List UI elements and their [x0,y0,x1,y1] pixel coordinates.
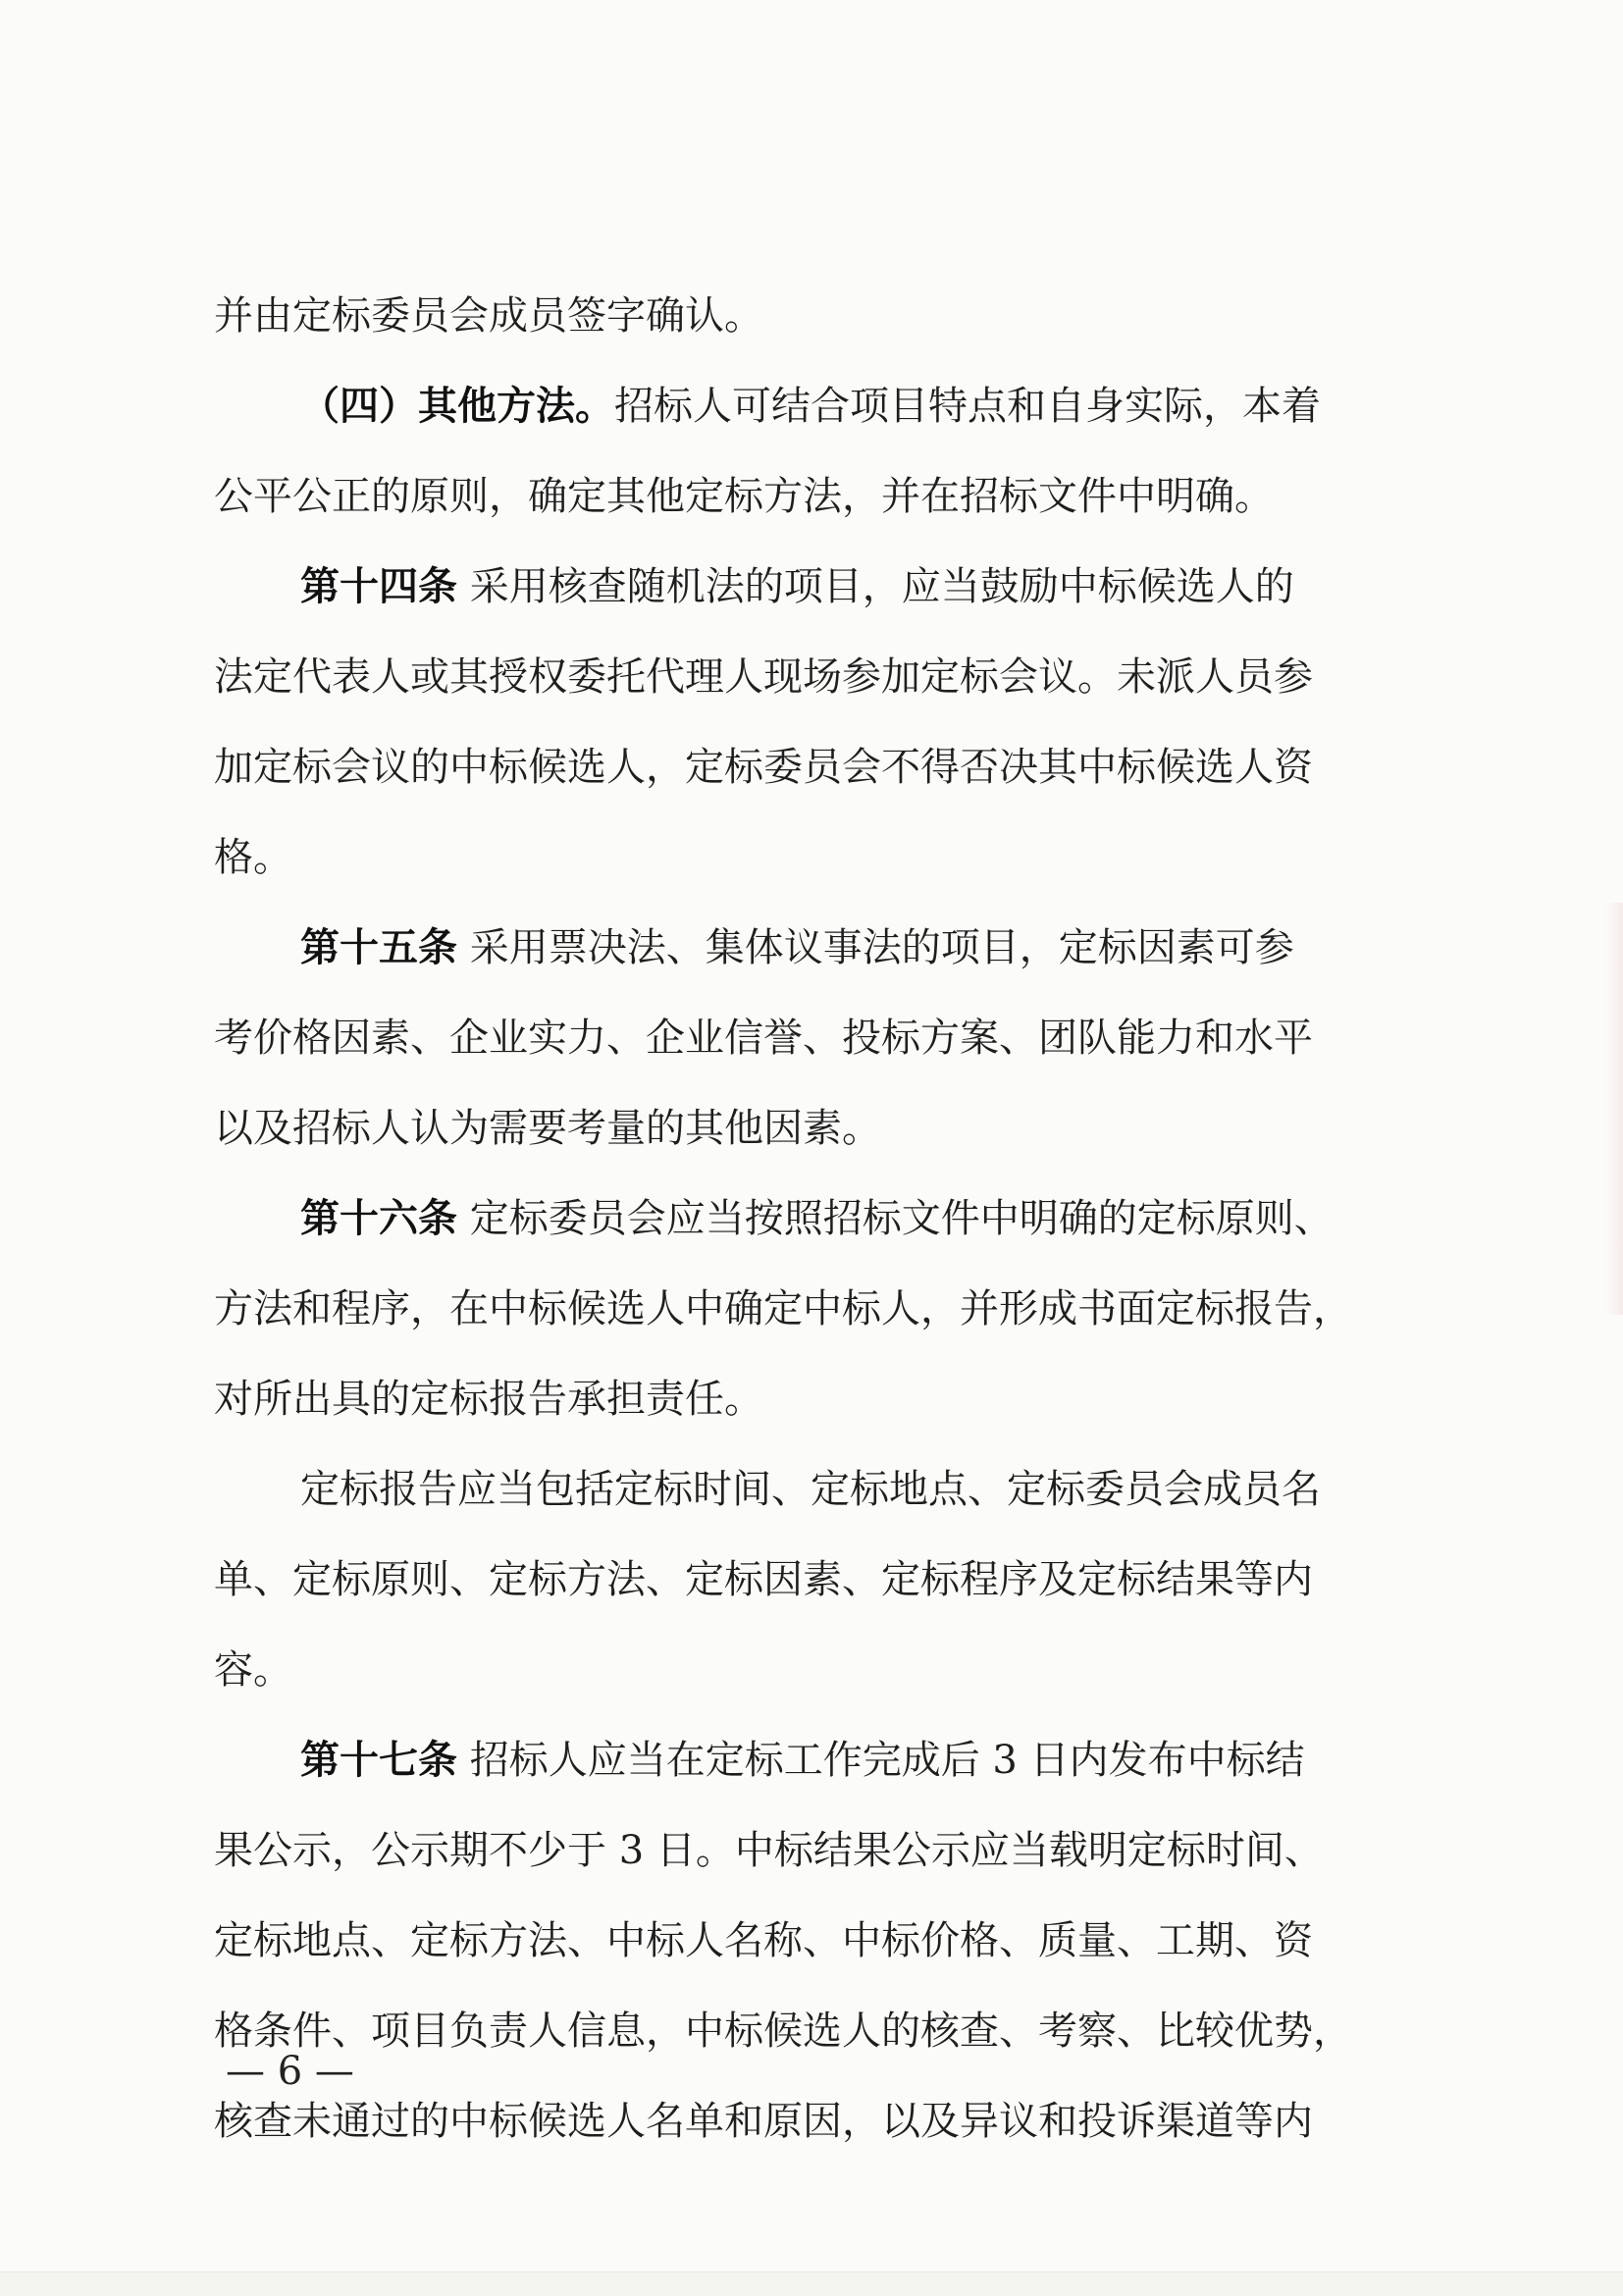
text-line [300,1195,1334,1241]
line-text: 法定代表人或其授权委托代理人现场参加定标会议。未派人员参 [214,654,1313,700]
line-text: 采用核查随机法的项目，应当鼓励中标候选人的 [457,564,1294,609]
line-text: 定标委员会应当按照招标文件中明确的定标原则、 [457,1196,1334,1241]
text-line [214,745,1313,790]
article-heading: 第十四条 [300,563,457,609]
line-text: 格。 [214,835,292,880]
text-line [300,924,1294,970]
line-text: 采用票决法、集体议事法的项目，定标因素可参 [457,925,1294,970]
text-line [300,1737,1305,1783]
text-line [214,1918,1313,1963]
text-line [214,1557,1313,1602]
text-line [214,1828,1324,1873]
line-text: 加定标会议的中标候选人，定标委员会不得否决其中标候选人资 [214,745,1313,790]
line-text: 招标人可结合项目特点和自身实际，本着 [614,384,1321,429]
text-line [300,1467,1321,1512]
text-line [214,474,1274,519]
scan-bottom-edge [0,2271,1623,2296]
line-text: 对所出具的定标报告承担责任。 [214,1377,763,1422]
section-heading: （四）其他方法。 [300,383,614,429]
line-text: 以及招标人认为需要考量的其他因素。 [214,1106,881,1151]
line-text: 果公示，公示期不少于 3 日。中标结果公示应当载明定标时间、 [214,1828,1324,1873]
line-text: 公平公正的原则，确定其他定标方法，并在招标文件中明确。 [214,474,1274,519]
line-text: 并由定标委员会成员签字确认。 [214,293,763,339]
page-number: — 6 — [226,2049,354,2094]
line-text: 格条件、项目负责人信息，中标候选人的核查、考察、比较优势， [214,2009,1352,2054]
text-line [214,835,292,880]
text-line [300,563,1294,609]
line-text: 核查未通过的中标候选人名单和原因，以及异议和投诉渠道等内 [214,2099,1313,2144]
article-heading: 第十五条 [300,924,457,970]
article-heading: 第十六条 [300,1195,457,1241]
line-text: 招标人应当在定标工作完成后 3 日内发布中标结 [457,1738,1305,1783]
text-line [300,383,1321,429]
article-heading: 第十七条 [300,1737,457,1783]
line-text: 单、定标原则、定标方法、定标因素、定标程序及定标结果等内 [214,1557,1313,1602]
text-line [214,1286,1352,1331]
line-text: 容。 [214,1647,292,1693]
text-line [214,2009,1352,2054]
text-line [214,654,1313,700]
line-text: 方法和程序，在中标候选人中确定中标人，并形成书面定标报告， [214,1286,1352,1331]
text-line [214,2099,1313,2144]
text-line [214,1377,763,1422]
line-text: 定标地点、定标方法、中标人名称、中标价格、质量、工期、资 [214,1918,1313,1963]
text-line [214,1106,881,1151]
scan-shadow-mark [1605,903,1623,1315]
text-line [214,1016,1313,1061]
line-text: 定标报告应当包括定标时间、定标地点、定标委员会成员名 [300,1467,1321,1512]
text-line [214,1647,292,1693]
text-line [214,293,763,339]
line-text: 考价格因素、企业实力、企业信誉、投标方案、团队能力和水平 [214,1016,1313,1061]
